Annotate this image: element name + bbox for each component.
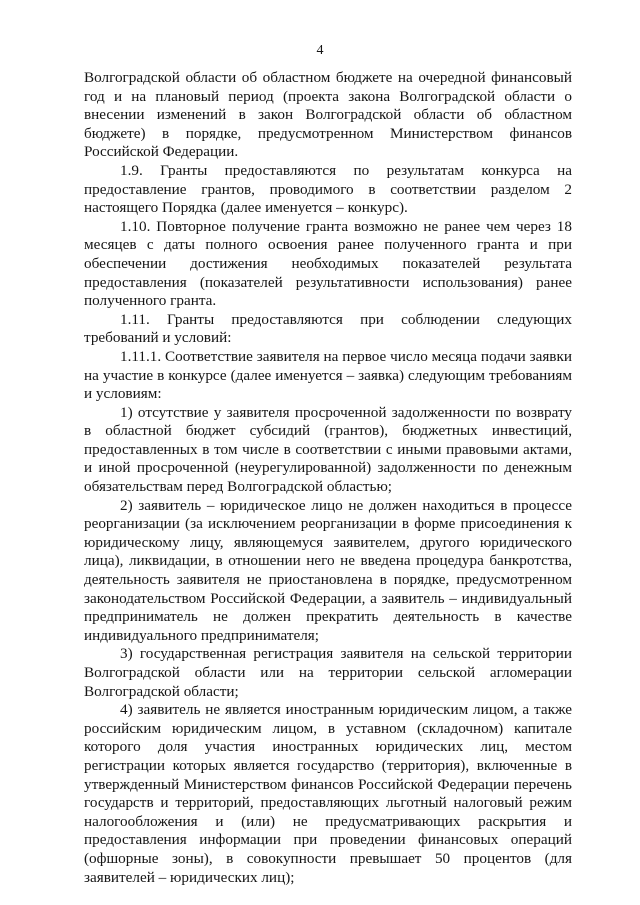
paragraph-1-11-1: 1.11.1. Соответствие заявителя на первое число месяца подачи заявки на участие в конкурсе (далее именуется – заявка) следующим требованиям и условиям: [84, 347, 572, 403]
list-item-3: 3) государственная регистрация заявителя на сельской территории Волгоградской области или на территории сельской агломерации Волгоградской области; [84, 645, 572, 700]
paragraph-1-11: 1.11. Гранты предоставляются при соблюдении следующих требований и условий: [84, 310, 572, 347]
list-item-4: 4) заявитель не является иностранным юридическим лицом, а также российским юридическим лицом, в уставном (складочном) капитале которого доля участия иностранных юридических лиц, местом регистрации которых является государство (территория), включенные в утвержденный Министерством финансов Российской Федерации перечень государств и территорий, предоставляющих льготный налоговый режим налогообложения и (или) не предусматривающих раскрытия и предоставления информации при проведении финансовых операций (офшорные зоны), в совокупности превышает 50 процентов (для заявителей – юридических лиц); [84, 701, 572, 886]
paragraph-1-9: 1.9. Гранты предоставляются по результатам конкурса на предоставление грантов, проводимого в соответствии разделом 2 настоящего Порядка (далее именуется – конкурс). [84, 161, 572, 217]
paragraph-continuation: Волгоградской области об областном бюджете на очередной финансовый год и на плановый период (проекта закона Волгоградской области о внесении изменений в закон Волгоградской области об областном бюджете) в порядке, предусмотренном Министерством финансов Российской Федерации. [84, 69, 572, 161]
list-item-1: 1) отсутствие у заявителя просроченной задолженности по возврату в областной бюджет субсидий (грантов), бюджетных инвестиций, предоставленных в том числе в соответствии с иными правовыми актами, и иной просроченной (неурегулированной) задолженности по денежным обязательствам перед Волгоградской областью; [84, 403, 572, 496]
document-body [84, 69, 572, 887]
paragraph-1-10: 1.10. Повторное получение гранта возможно не ранее чем через 18 месяцев с даты полного освоения ранее полученного гранта и при обеспечении достижения необходимых показателей результата предоставления (показателей результативности использования) ранее полученного гранта. [84, 217, 572, 310]
list-item-2: 2) заявитель – юридическое лицо не должен находиться в процессе реорганизации (за исключением реорганизации в форме присоединения к юридическому лицу, являющемуся заявителем, другого юридического лица), ликвидации, в отношении него не введена процедура банкротства, деятельность заявителя не приостановлена в порядке, предусмотренном законодательством Российской Федерации, а заявитель – индивидуальный предприниматель не должен прекратить деятельность в качестве индивидуального предпринимателя; [84, 496, 572, 644]
page-number: 4 [316, 43, 324, 58]
